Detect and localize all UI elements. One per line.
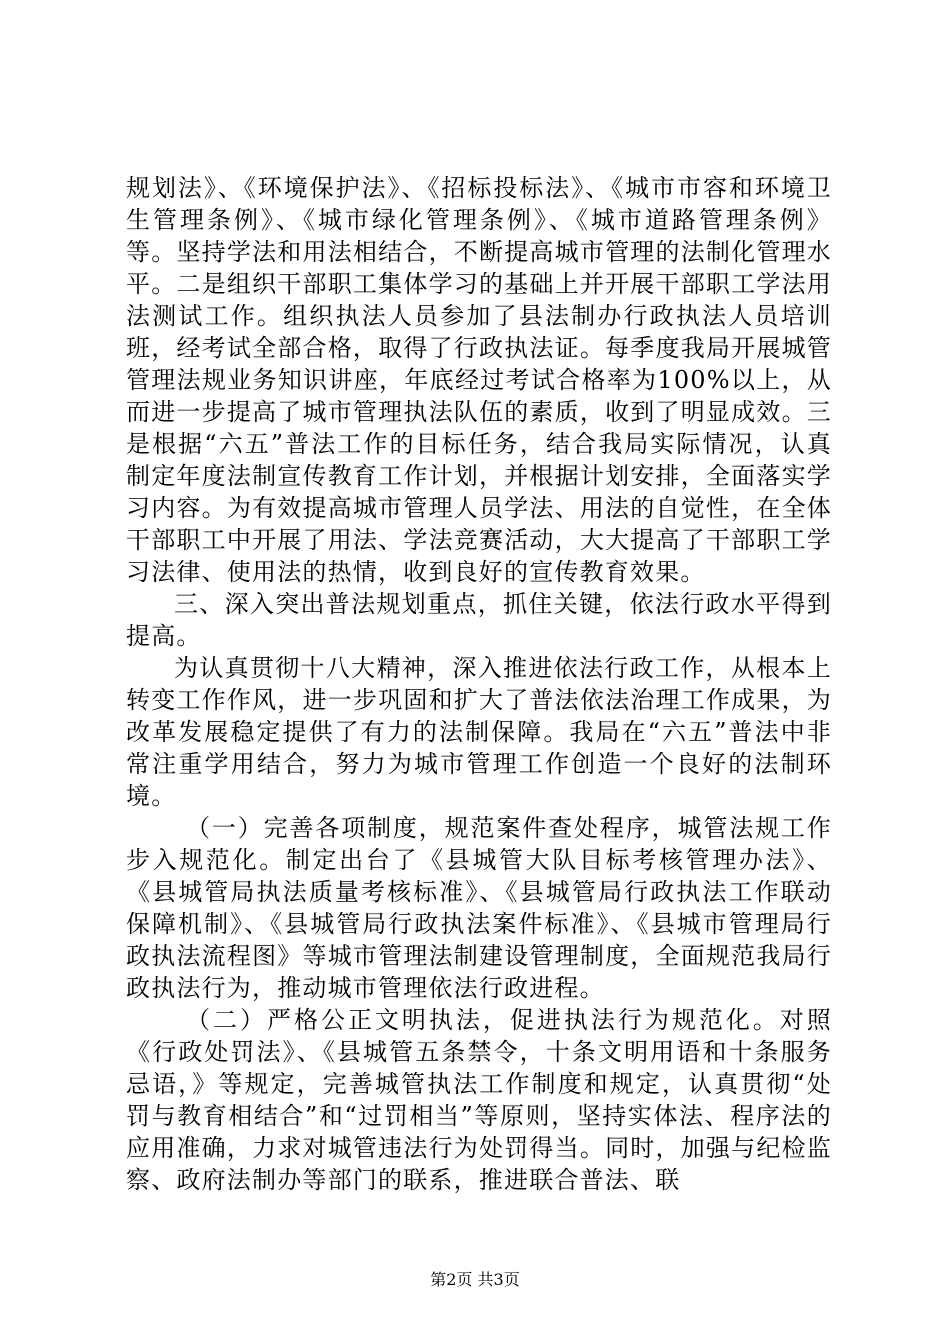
- paragraph-subsection-two: （二）严格公正文明执法，促进执法行为规范化。对照《行政处罚法》、《县城管五条禁令，十条文明用语和十条服务忌语，》等规定，完善城管执法工作制度和规定，认真贯彻“处罚与教育相结合”和“过罚相当”等原则，坚持实体法、程序法的应用准确，力求对城管违法行为处罚得当。同时，加强与纪检监察、政府法制办等部门的联系，推进联合普法、联: [126, 1006, 832, 1194]
- page-footer: [0, 1270, 950, 1290]
- paragraph-continuation: 规划法》、《环境保护法》、《招标投标法》、《城市市容和环境卫生管理条例》、《城市绿化管理条例》、《城市道路管理条例》等。坚持学法和用法相结合，不断提高城市管理的法制化管理水平。二是组织干部职工集体学习的基础上并开展干部职工学法用法测试工作。组织执法人员参加了县法制办行政执法人员培训班，经考试全部合格，取得了行政执法证。每季度我局开展城管管理法规业务知识讲座，年底经过考试合格率为100%以上，从而进一步提高了城市管理执法队伍的素质，收到了明显成效。三是根据“六五”普法工作的目标任务，结合我局实际情况，认真制定年度法制宣传教育工作计划，并根据计划安排，全面落实学习内容。为有效提高城市管理人员学法、用法的自觉性，在全体干部职工中开展了用法、学法竞赛活动，大大提高了干部职工学习法律、使用法的热情，收到良好的宣传教育效果。: [126, 174, 832, 586]
- document-body: [126, 172, 832, 1196]
- paragraph-intro: 为认真贯彻十八大精神，深入推进依法行政工作，从根本上转变工作作风，进一步巩固和扩大了普法依法治理工作成果，为改革发展稳定提供了有力的法制保障。我局在“六五”普法中非常注重学用结合，努力为城市管理工作创造一个良好的法制环境。: [126, 654, 832, 810]
- page-number: 第2页 共3页: [430, 1270, 520, 1289]
- paragraph-subsection-one: （一）完善各项制度，规范案件查处程序，城管法规工作步入规范化。制定出台了《县城管大队目标考核管理办法》、《县城管局执法质量考核标准》、《县城管局行政执法工作联动保障机制》、《县城管局行政执法案件标准》、《县城市管理局行政执法流程图》等城市管理法制建设管理制度，全面规范我局行政执法行为，推动城市管理依法行政进程。: [126, 814, 832, 1002]
- section-heading-three: 三、深入突出普法规划重点，抓住关键，依法行政水平得到提高。: [126, 590, 832, 650]
